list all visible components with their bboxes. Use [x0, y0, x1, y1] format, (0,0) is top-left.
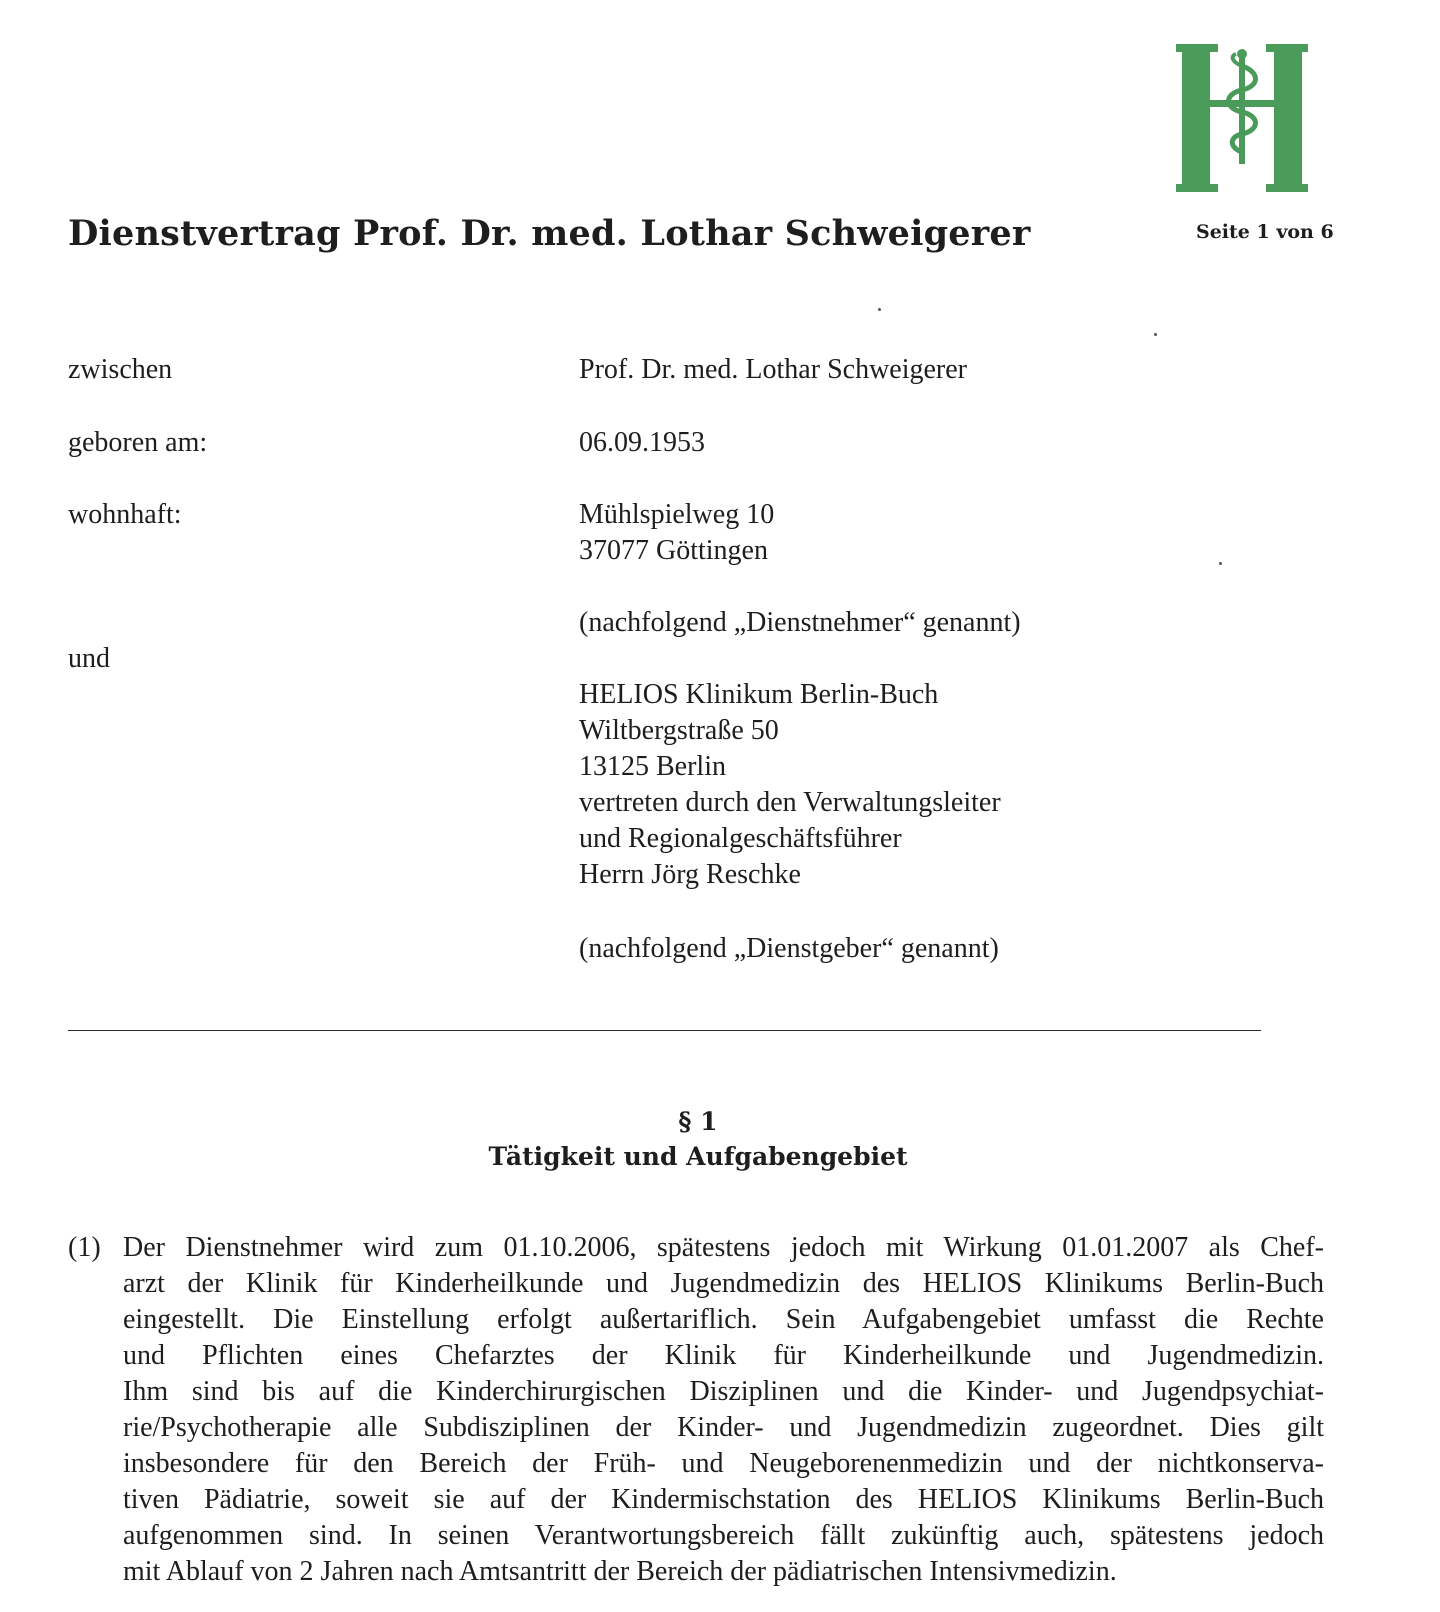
paragraph-number: (1) [68, 1232, 101, 1263]
document-title: Dienstvertrag Prof. Dr. med. Lothar Schweigerer [68, 213, 1031, 254]
and-label: und [68, 643, 110, 674]
born-label: geboren am: [68, 427, 208, 458]
employee-street: Mühlspielweg 10 [579, 499, 775, 530]
helios-h-staff-icon [1168, 44, 1316, 192]
scan-speck [878, 308, 881, 311]
employer-line: Wiltbergstraße 50 [579, 715, 779, 746]
paragraph-line: rie/Psychotherapie alle Subdisziplinen der Kinder- und Jugendmedizin zugeordnet. Dies gilt [123, 1412, 1324, 1443]
employee-name: Prof. Dr. med. Lothar Schweigerer [579, 354, 967, 385]
employer-line: und Regionalgeschäftsführer [579, 823, 902, 854]
scan-speck [1219, 562, 1222, 565]
paragraph-line: Der Dienstnehmer wird zum 01.10.2006, spätestens jedoch mit Wirkung 01.01.2007 als Chef- [123, 1232, 1324, 1263]
employer-line: 13125 Berlin [579, 751, 726, 782]
page-indicator: Seite 1 von 6 [1196, 221, 1334, 243]
paragraph-line: arzt der Klinik für Kinderheilkunde und Jugendmedizin des HELIOS Klinikums Berlin-Buch [123, 1268, 1324, 1299]
helios-logo [1168, 44, 1316, 192]
scan-speck [1154, 333, 1157, 336]
employer-line: HELIOS Klinikum Berlin-Buch [579, 679, 939, 710]
paragraph-line: aufgenommen sind. In seinen Verantwortungsbereich fällt zukünftig auch, spätestens jedoch [123, 1520, 1324, 1551]
paragraph-line: und Pflichten eines Chefarztes der Klinik für Kinderheilkunde und Jugendmedizin. [123, 1340, 1324, 1371]
between-label: zwischen [68, 354, 173, 385]
employer-line: Herrn Jörg Reschke [579, 859, 801, 890]
paragraph-line: mit Ablauf von 2 Jahren nach Amtsantritt der Bereich der pädiatrischen Intensivmedizin. [123, 1556, 1117, 1587]
employee-note: (nachfolgend „Dienstnehmer“ genannt) [579, 607, 1021, 638]
employer-line: vertreten durch den Verwaltungsleiter [579, 787, 1001, 818]
paragraph-line: eingestellt. Die Einstellung erfolgt außertariflich. Sein Aufgabengebiet umfasst die Rechte [123, 1304, 1324, 1335]
residence-label: wohnhaft: [68, 499, 182, 530]
paragraph-line: Ihm sind bis auf die Kinderchirurgischen Disziplinen und die Kinder- und Jugendpsychiat- [123, 1376, 1324, 1407]
paragraph-line: insbesondere für den Bereich der Früh- und Neugeborenenmedizin und der nichtkonserva- [123, 1448, 1324, 1479]
paragraph-line: tiven Pädiatrie, soweit sie auf der Kindermischstation des HELIOS Klinikums Berlin-Buch [123, 1484, 1324, 1515]
born-date: 06.09.1953 [579, 427, 705, 458]
employee-city: 37077 Göttingen [579, 535, 768, 566]
section-title: Tätigkeit und Aufgabengebiet [488, 1142, 908, 1171]
employer-note: (nachfolgend „Dienstgeber“ genannt) [579, 933, 999, 964]
separator-line [68, 1030, 1261, 1031]
section-number: § 1 [678, 1107, 718, 1136]
